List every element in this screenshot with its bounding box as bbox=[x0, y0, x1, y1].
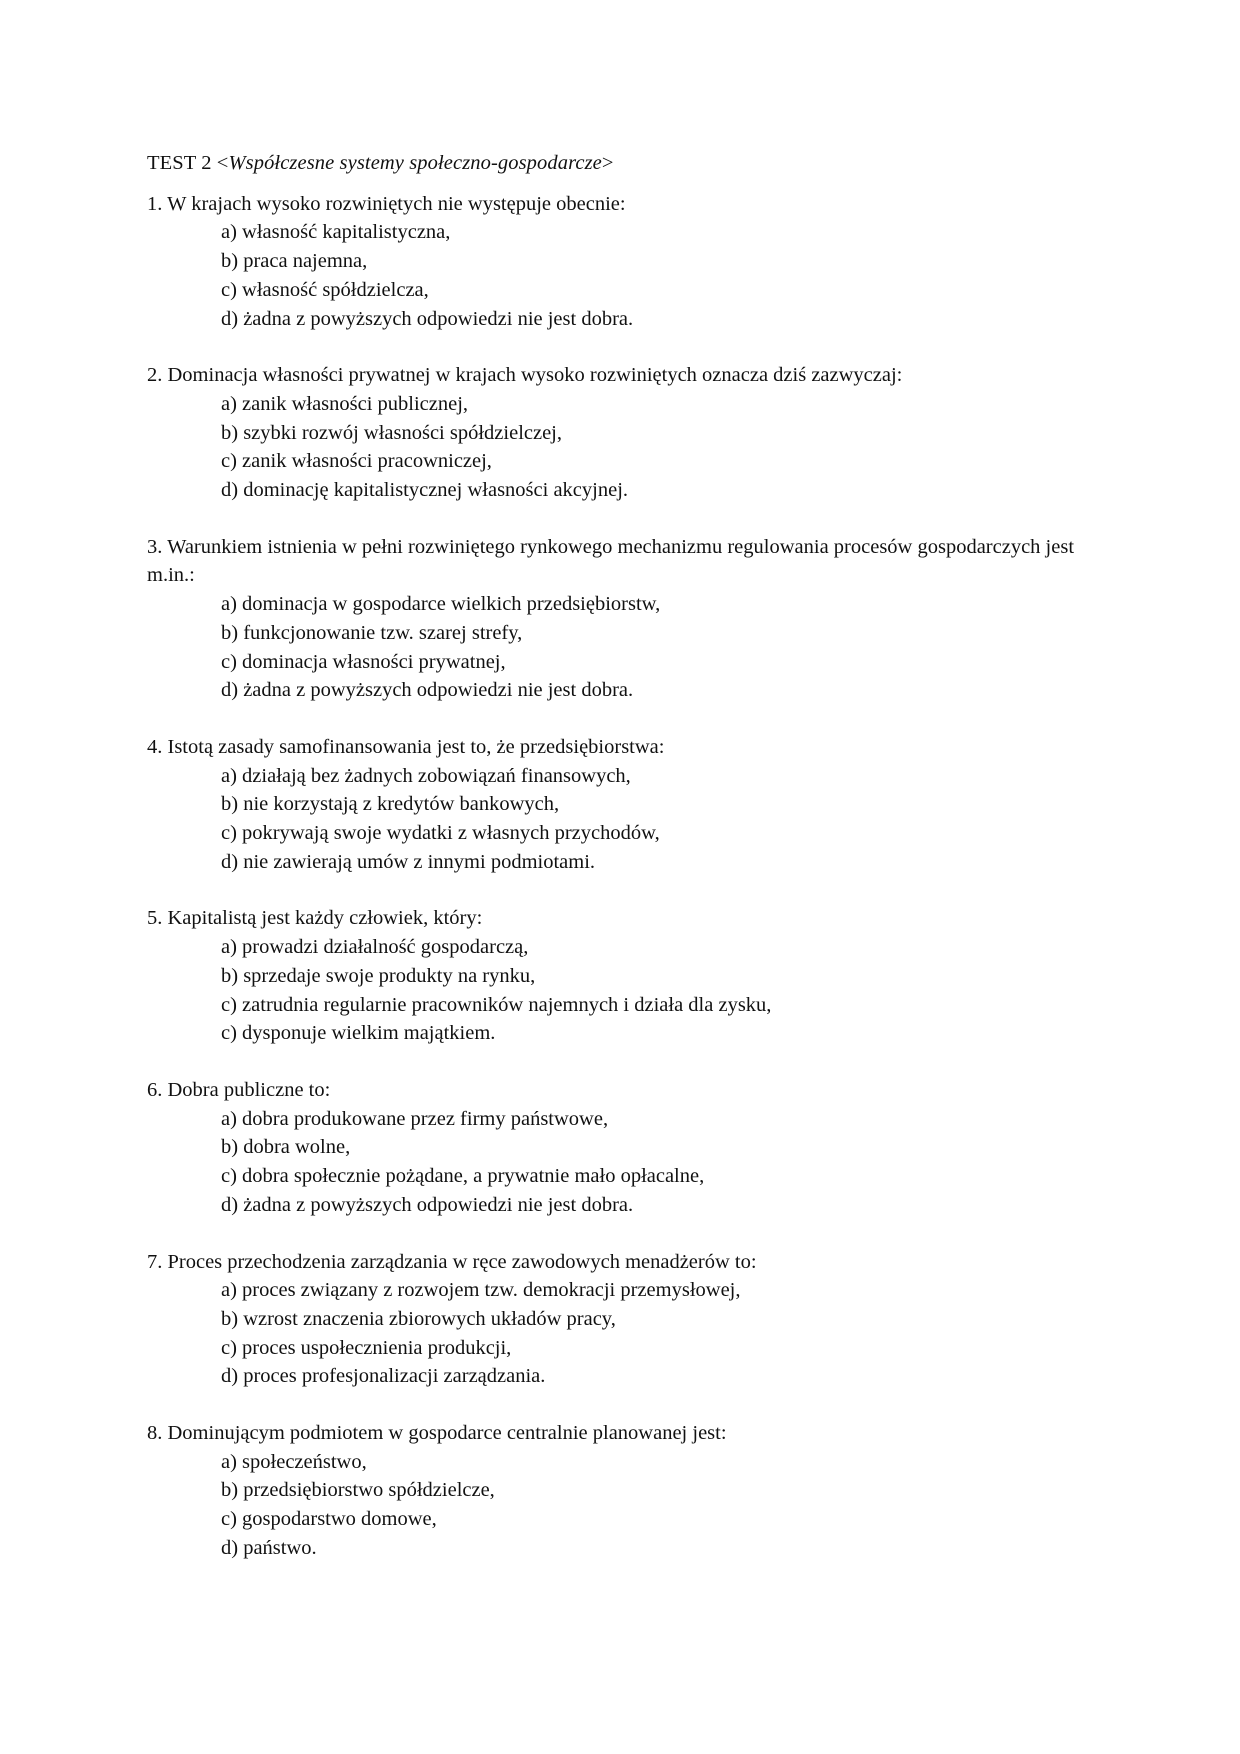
answer-option-c: c) własność spółdzielcza, bbox=[221, 278, 429, 301]
answer-option-c: c) gospodarstwo domowe, bbox=[221, 1508, 437, 1531]
answer-option-a: a) działają bez żadnych zobowiązań finansowych, bbox=[221, 764, 631, 787]
answer-options bbox=[147, 1105, 1107, 1220]
answer-options bbox=[147, 933, 1107, 1048]
answer-option-c: c) dominacja własności prywatnej, bbox=[221, 650, 506, 673]
answer-option-d: d) dominację kapitalistycznej własności akcyjnej. bbox=[221, 479, 629, 502]
answer-options bbox=[147, 390, 1107, 505]
answer-option-d: d) nie zawierają umów z innymi podmiotami. bbox=[221, 850, 596, 873]
question-text: 5. Kapitalistą jest każdy człowiek, który: bbox=[147, 907, 483, 930]
answer-option-b: b) szybki rozwój własności spółdzielczej, bbox=[221, 421, 563, 444]
answer-option-c: c) zatrudnia regularnie pracowników najemnych i działa dla zysku, bbox=[221, 993, 772, 1016]
title-suffix: > bbox=[601, 152, 614, 174]
question-text: 1. W krajach wysoko rozwiniętych nie występuje obecnie: bbox=[147, 192, 626, 215]
answer-option-b: b) praca najemna, bbox=[221, 250, 368, 273]
answer-options bbox=[147, 1448, 1107, 1563]
question-text: 4. Istotą zasady samofinansowania jest to, że przedsiębiorstwa: bbox=[147, 735, 665, 758]
question-text: 6. Dobra publiczne to: bbox=[147, 1078, 331, 1101]
question-1 bbox=[147, 190, 1107, 334]
answer-option-c: c) pokrywają swoje wydatki z własnych przychodów, bbox=[221, 822, 660, 845]
question-text: 2. Dominacja własności prywatnej w krajach wysoko rozwiniętych oznacza dziś zazwyczaj: bbox=[147, 364, 903, 387]
answer-option-b: b) dobra wolne, bbox=[221, 1136, 351, 1159]
title-prefix: TEST 2 < bbox=[147, 152, 229, 174]
answer-option-d: d) żadna z powyższych odpowiedzi nie jest dobra. bbox=[221, 1193, 634, 1216]
answer-option-d: d) żadna z powyższych odpowiedzi nie jest dobra. bbox=[221, 679, 634, 702]
answer-option-d: d) żadna z powyższych odpowiedzi nie jest dobra. bbox=[221, 307, 634, 330]
answer-option-a: a) własność kapitalistyczna, bbox=[221, 221, 451, 244]
answer-option-a: a) dominacja w gospodarce wielkich przedsiębiorstw, bbox=[221, 593, 661, 616]
answer-option-c: c) zanik własności pracowniczej, bbox=[221, 450, 492, 473]
question-2 bbox=[147, 361, 1107, 505]
title-subtitle: Współczesne systemy społeczno-gospodarcze bbox=[228, 152, 602, 174]
document-title bbox=[147, 149, 1107, 178]
question-text: 3. Warunkiem istnienia w pełni rozwiniętego rynkowego mechanizmu regulowania procesów gospodarczych jest m.in.: bbox=[147, 535, 1075, 587]
answer-option-a: a) prowadzi działalność gospodarczą, bbox=[221, 936, 529, 959]
answer-option-c: c) proces uspołecznienia produkcji, bbox=[221, 1336, 512, 1359]
answer-option-d: d) państwo. bbox=[221, 1536, 317, 1559]
question-text: 7. Proces przechodzenia zarządzania w ręce zawodowych menadżerów to: bbox=[147, 1250, 757, 1273]
answer-options bbox=[147, 590, 1107, 705]
answer-options bbox=[147, 218, 1107, 333]
answer-option-a: a) społeczeństwo, bbox=[221, 1450, 367, 1473]
answer-option-b: b) nie korzystają z kredytów bankowych, bbox=[221, 793, 560, 816]
question-8 bbox=[147, 1419, 1107, 1563]
answer-options bbox=[147, 762, 1107, 877]
answer-option-d: d) proces profesjonalizacji zarządzania. bbox=[221, 1365, 546, 1388]
answer-option-b: b) wzrost znaczenia zbiorowych układów pracy, bbox=[221, 1307, 616, 1330]
answer-option-a: a) proces związany z rozwojem tzw. demokracji przemysłowej, bbox=[221, 1279, 741, 1302]
answer-options bbox=[147, 1276, 1107, 1391]
answer-option-a: a) zanik własności publicznej, bbox=[221, 392, 469, 415]
answer-option-d: c) dysponuje wielkim majątkiem. bbox=[221, 1022, 496, 1045]
answer-option-b: b) funkcjonowanie tzw. szarej strefy, bbox=[221, 621, 523, 644]
answer-option-b: b) przedsiębiorstwo spółdzielcze, bbox=[221, 1479, 495, 1502]
question-3 bbox=[147, 533, 1107, 705]
answer-option-c: c) dobra społecznie pożądane, a prywatnie mało opłacalne, bbox=[221, 1165, 705, 1188]
question-text: 8. Dominującym podmiotem w gospodarce centralnie planowanej jest: bbox=[147, 1422, 727, 1445]
document-page bbox=[147, 149, 1107, 1591]
question-5 bbox=[147, 904, 1107, 1048]
question-6 bbox=[147, 1076, 1107, 1220]
question-7 bbox=[147, 1248, 1107, 1392]
answer-option-a: a) dobra produkowane przez firmy państwowe, bbox=[221, 1107, 609, 1130]
question-4 bbox=[147, 733, 1107, 877]
answer-option-b: b) sprzedaje swoje produkty na rynku, bbox=[221, 964, 536, 987]
